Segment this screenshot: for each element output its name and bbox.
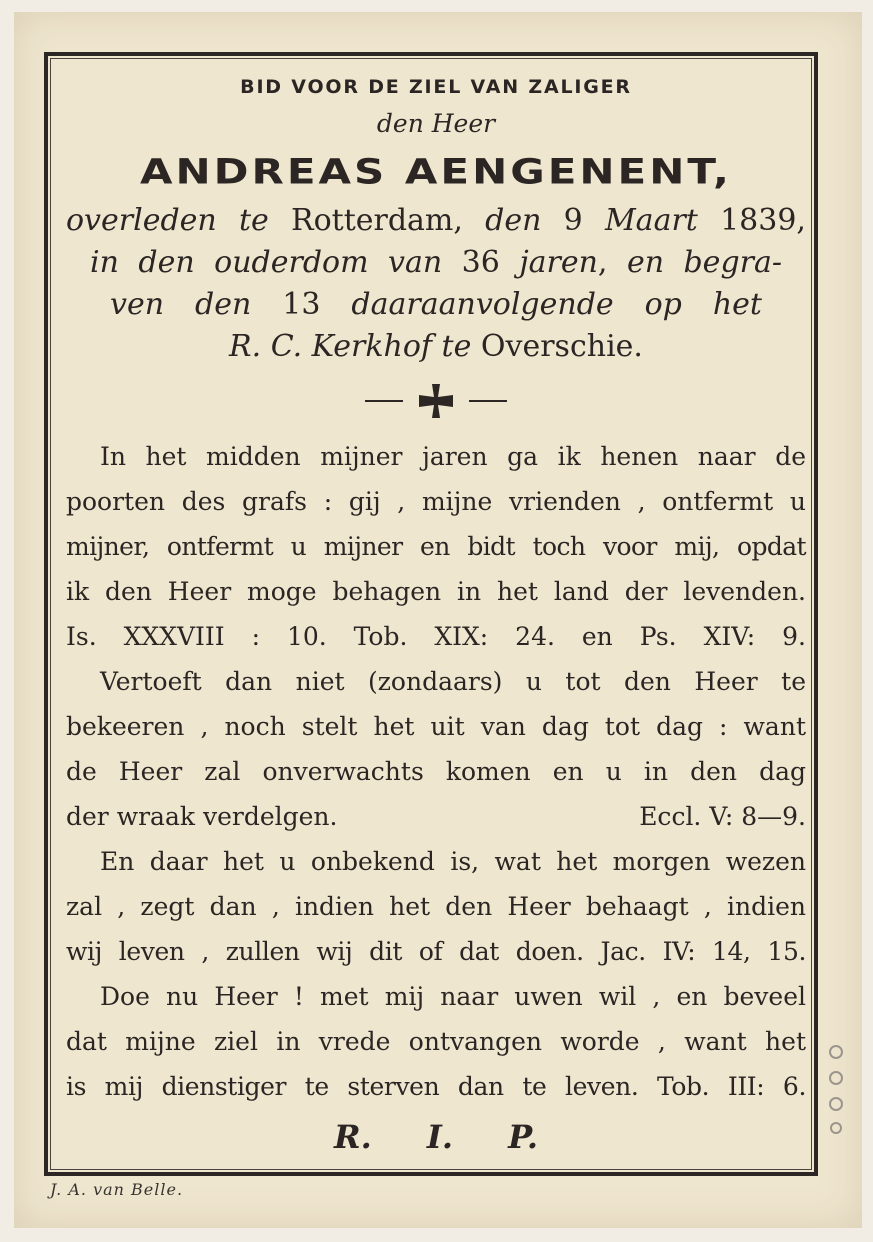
archive-stamp-mark bbox=[824, 1038, 848, 1138]
right-dash bbox=[469, 400, 507, 402]
body-line: Doe nu Heer ! met mij naar uwen wil , en beveel bbox=[100, 982, 806, 1011]
cross-ornament bbox=[66, 368, 806, 434]
body-line: En daar het u onbekend is, wat het morgen wezen bbox=[100, 847, 806, 876]
left-dash bbox=[365, 400, 403, 402]
body-line: Vertoeft dan niet (zondaars) u tot den Heer te bbox=[100, 667, 806, 696]
intro-line-1: overleden te Rotterdam, den 9 Maart 1839, bbox=[66, 203, 806, 238]
body-line: dat mijne ziel in vrede ontvangen worde , want het bbox=[66, 1027, 806, 1056]
card-content bbox=[66, 70, 806, 1165]
header-subtitle: den Heer bbox=[376, 109, 496, 138]
body-line: bekeeren , noch stelt het uit van dag tot dag : want bbox=[66, 712, 806, 741]
scripture-reference: Eccl. V: 8—9. bbox=[639, 802, 806, 831]
intro-line-2: in den ouderdom van 36 jaren, en begra- bbox=[90, 245, 783, 280]
body-line-with-reference bbox=[66, 794, 806, 839]
body-line: wij leven , zullen wij dit of dat doen. Jac. IV: 14, 15. bbox=[66, 937, 806, 966]
deceased-name: ANDREAS AENGENENT, bbox=[139, 151, 733, 192]
body-line: poorten des grafs : gij , mijne vrienden , ontfermt u bbox=[66, 487, 806, 516]
printer-credit: J. A. van Belle. bbox=[50, 1180, 184, 1199]
body-line: In het midden mijner jaren ga ik henen naar de bbox=[100, 442, 806, 471]
body-line: is mij dienstiger te sterven dan te leven. Tob. III: 6. bbox=[66, 1072, 806, 1101]
body-line: de Heer zal onverwachts komen en u in den dag bbox=[66, 757, 806, 786]
body-line: mijner, ontfermt u mijner en bidt toch voor mij, opdat bbox=[66, 532, 806, 561]
scripture-reference: Is. XXXVIII : 10. Tob. XIX: 24. en Ps. XIV: 9. bbox=[66, 622, 806, 651]
intro-line-3: ven den 13 daaraanvolgende op het bbox=[110, 287, 762, 322]
intro-line-4: R. C. Kerkhof te Overschie. bbox=[229, 329, 643, 364]
rip-closing: R. I. P. bbox=[333, 1118, 539, 1156]
body-text: der wraak verdelgen. bbox=[66, 802, 338, 831]
body-line: zal , zegt dan , indien het den Heer behaagt , indien bbox=[66, 892, 806, 921]
cross-icon bbox=[417, 382, 455, 420]
header-line: BID VOOR DE ZIEL VAN ZALIGER bbox=[240, 76, 632, 98]
body-line: ik den Heer moge behagen in het land der levenden. bbox=[66, 577, 806, 606]
